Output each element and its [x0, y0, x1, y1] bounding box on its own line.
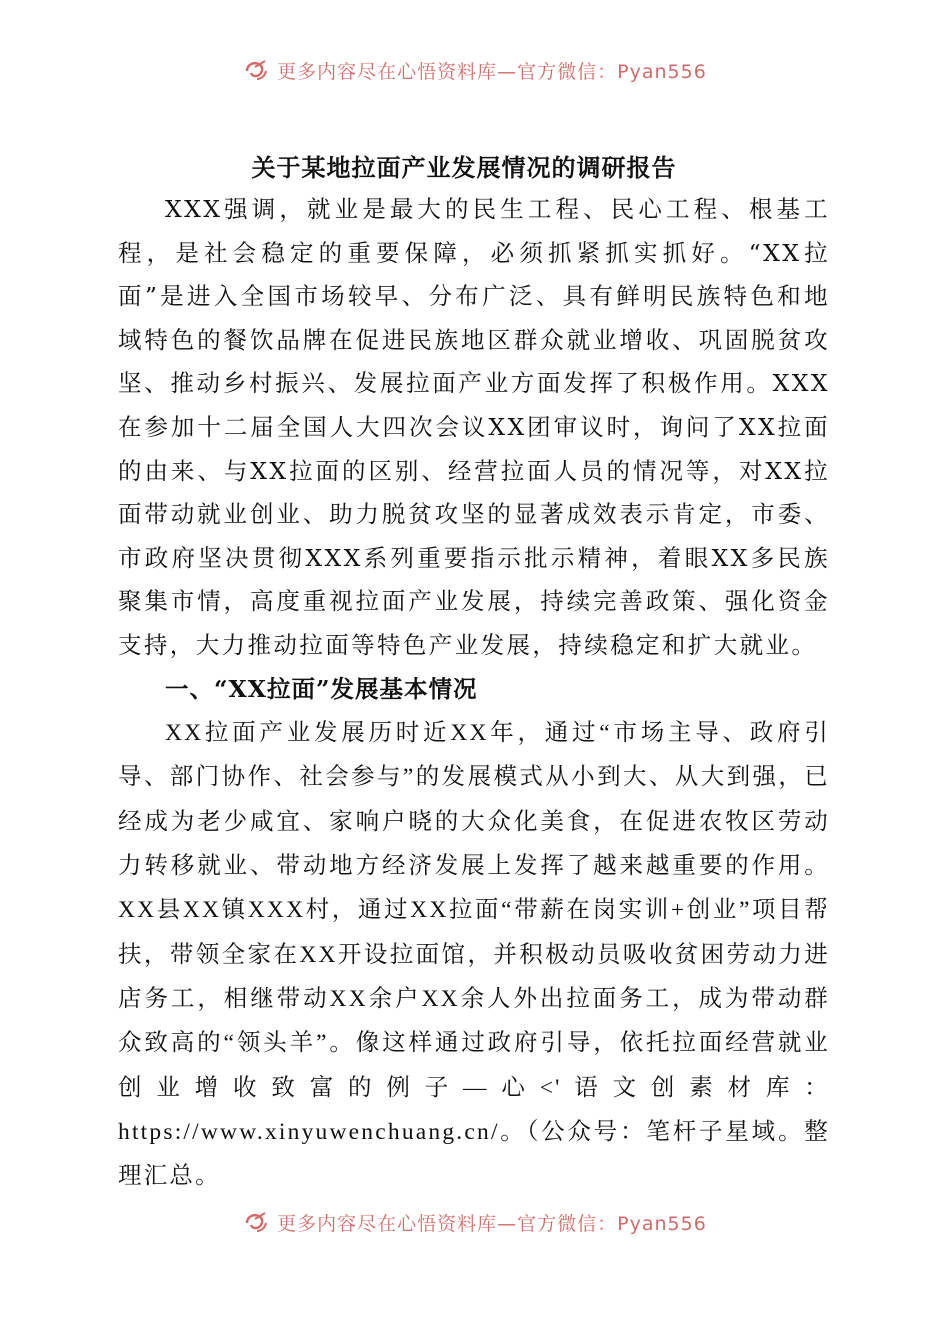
section-heading: 一、“XX拉面”发展基本情况 [165, 674, 478, 703]
intro-paragraph: XXX强调，就业是最大的民生工程、民心工程、根基工程，是社会稳定的重要保障，必须抓紧抓实抓好。“XX拉面”是进入全国市场较早、分布广泛、具有鲜明民族特色和地域特色的餐饮品牌在促进民族地区群众就业增收、巩固脱贫攻坚、推动乡村振兴、发展拉面产业方面发挥了积极作用。XXX在参加十二届全国人大四次会议XX团审议时，询问了XX拉面的由来、与XX拉面的区别、经营拉面人员的情况等，对XX拉面带动就业创业、助力脱贫攻坚的显著成效表示肯定，市委、市政府坚决贯彻XXX系列重要指示批示精神，着眼XX多民族聚集市情，高度重视拉面产业发展，持续完善政策、强化资金支持，大力推动拉面等特色产业发展，持续稳定和扩大就业。 [118, 195, 830, 659]
logo-icon [243, 57, 269, 83]
watermark-text: 更多内容尽在心悟资料库—官方微信：Pyan556 [277, 60, 707, 83]
document-body [118, 148, 830, 1198]
watermark-text: 更多内容尽在心悟资料库—官方微信：Pyan556 [277, 1212, 707, 1235]
footer-watermark [0, 1202, 950, 1242]
header-watermark [0, 50, 950, 90]
logo-icon [243, 1209, 269, 1235]
section-paragraph: XX拉面产业发展历时近XX年，通过“市场主导、政府引导、部门协作、社会参与”的发展模式从小到大、从大到强，已经成为老少咸宜、家响户晓的大众化美食，在促进农牧区劳动力转移就业、带动地方经济发展上发挥了越来越重要的作用。XX县XX镇XXX村，通过XX拉面“带薪在岗实训+创业”项目帮扶，带领全家在XX开设拉面馆，并积极动员吸收贫困劳动力进店务工，相继带动XX余户XX余人外出拉面务工，成为带动群众致高的“领头羊”。像这样通过政府引导，依托拉面经营就业创业增收致富的例子—心<'语文创素材库：https://www.xinyuwenchuang.cn/。（公众号：笔杆子星域。整理汇总。 [118, 720, 830, 1190]
document-title: 关于某地拉面产业发展情况的调研报告 [251, 153, 677, 182]
